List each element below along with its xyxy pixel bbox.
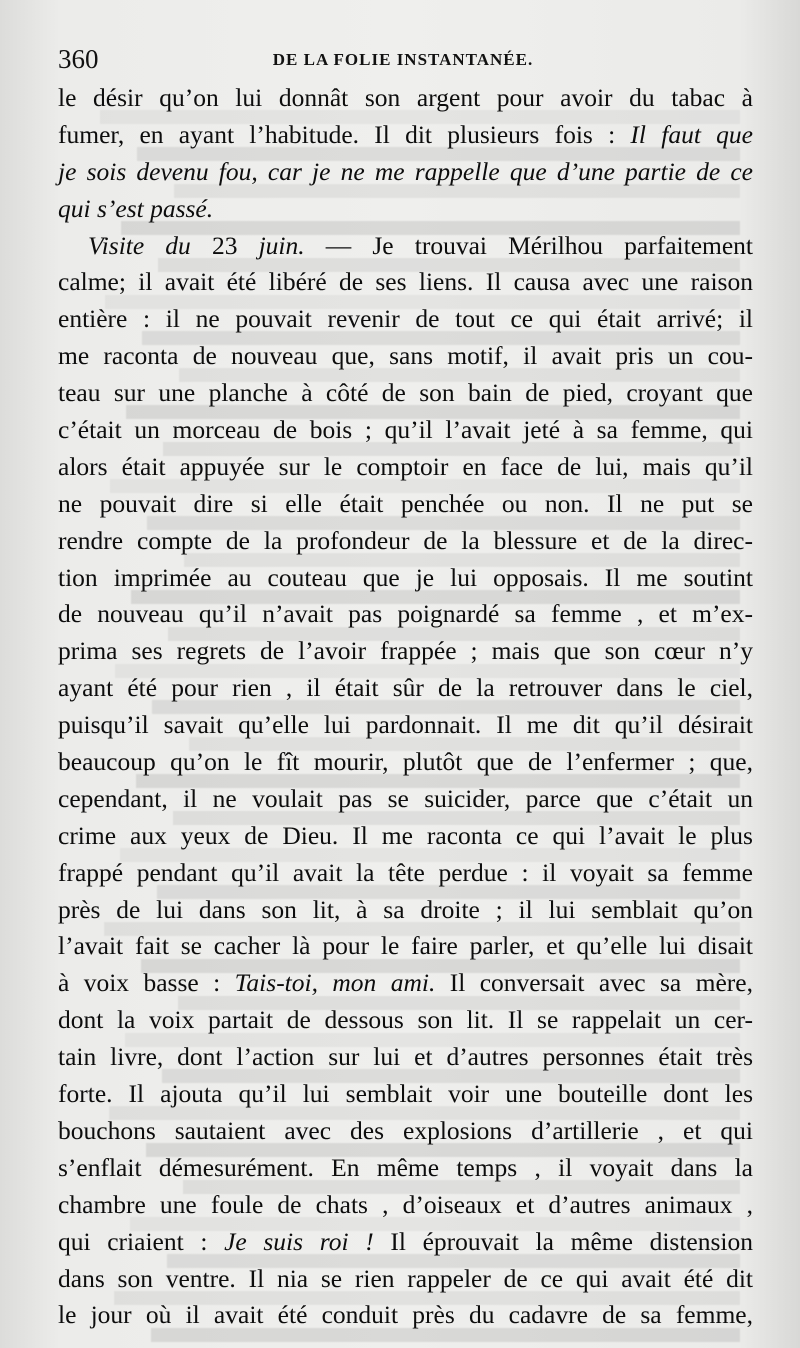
text-run: s’enflait démesurément. En même temps , il voyait dans la [58,1152,753,1182]
text-line [58,1261,753,1298]
text-line [58,855,753,892]
text-run: à voix basse : [58,968,235,998]
text-run: chambre une foule de chats , d’oiseaux et d’autres animaux , [58,1189,753,1219]
text-line [58,338,753,375]
text-run: tain livre, dont l’action sur lui et d’autres personnes était très [58,1042,753,1072]
text-run: me raconta de nouveau que, sans motif, il avait pris un cou- [58,341,753,371]
text-line [58,633,753,670]
text-run: — Je trouvai Mérilhou parfaitement [304,230,753,260]
text-run: forte. Il ajouta qu’il lui semblait voir une bouteille dont les [58,1079,753,1109]
text-line [58,1002,753,1039]
text-run: frappé pendant qu’il avait la tête perdue : il voyait sa femme [58,857,753,887]
text-run: entière : il ne pouvait revenir de tout ce qui était arrivé; il [58,304,753,334]
text-line [58,1039,753,1076]
text-line [58,965,753,1002]
text-run: alors était appuyée sur le comptoir en face de lui, mais qu’il [58,451,753,481]
text-line [58,781,753,818]
text-run: crime aux yeux de Dieu. Il me raconta ce qui l’avait le plus [58,820,753,850]
text-line [58,191,753,228]
text-run: prima ses regrets de l’avoir frappée ; mais que son cœur n’y [58,636,753,666]
text-line [58,892,753,929]
text-run: Il éprouvait la même distension [373,1226,753,1256]
page-number: 360 [58,44,99,74]
italic-text: je sois devenu fou, car je ne me rappelle que d’une partie de ce [58,156,753,186]
text-run: dont la voix partait de dessous son lit. Il se rappelait un cer- [58,1005,753,1035]
text-line [58,1076,753,1113]
text-run: fumer, en ayant l’habitude. Il dit plusieurs fois : [58,119,631,149]
text-line [58,670,753,707]
text-run: rendre compte de la profondeur de la blessure et de la direc- [58,525,753,555]
text-line [58,707,753,744]
text-line [58,264,753,301]
italic-text: Visite du [88,230,191,260]
text-run: le désir qu’on lui donnât son argent pour avoir du tabac à [58,83,753,112]
text-line [58,560,753,597]
text-run: ayant été pour rien , il était sûr de la retrouver dans le ciel, [58,673,753,703]
text-line [58,818,753,855]
text-line [58,1113,753,1150]
text-run: beaucoup qu’on le fît mourir, plutôt que de l’enfermer ; que, [58,747,753,777]
text-run: qui criaient : [58,1226,225,1256]
text-run: cependant, il ne voulait pas se suicider, parce que c’était un [58,783,753,813]
text-line [58,154,753,191]
text-run: calme; il avait été libéré de ses liens. Il causa avec une raison [58,267,753,297]
text-line [58,449,753,486]
text-line [58,1297,753,1334]
italic-text: Tais-toi, mon ami. [234,968,436,998]
text-line [58,1224,753,1261]
text-run: l’avait fait se cacher là pour le faire parler, et qu’elle lui disait [58,931,753,961]
text-run: puisqu’il savait qu’elle lui pardonnait. Il me dit qu’il désirait [58,710,753,740]
italic-text: Il faut que [630,119,753,149]
text-run: le jour où il avait été conduit près du cadavre de sa femme, [58,1300,753,1330]
page-header [58,44,748,74]
text-run: tion imprimée au couteau que je lui opposais. Il me soutint [58,562,753,592]
body-text [58,80,753,1334]
text-line [58,228,753,265]
text-run: ne pouvait dire si elle était penchée ou non. Il ne put se [58,488,753,518]
text-run: 23 [190,230,259,260]
text-line [58,1187,753,1224]
italic-text: Je suis roi ! [224,1226,374,1256]
text-run: de nouveau qu’il n’avait pas poignardé sa femme , et m’ex- [58,599,753,629]
text-line [58,301,753,338]
italic-text: qui s’est passé. [58,193,214,223]
text-run: bouchons sautaient avec des explosions d’artillerie , et qui [58,1115,753,1145]
italic-text: juin. [258,230,305,260]
text-line [58,486,753,523]
text-run: dans son ventre. Il nia se rien rappeler de ce qui avait été dit [58,1263,753,1293]
text-line [58,928,753,965]
text-line [58,596,753,633]
text-line [58,375,753,412]
text-line [58,117,753,154]
text-line [58,412,753,449]
text-line [58,523,753,560]
text-run: près de lui dans son lit, à sa droite ; il lui semblait qu’on [58,894,753,924]
text-run: Il conversait avec sa mère, [435,968,753,998]
running-head: DE LA FOLIE INSTANTANÉE. [272,50,534,69]
text-line [58,744,753,781]
text-run: teau sur une planche à côté de son bain de pied, croyant que [58,378,753,408]
text-line [58,80,753,117]
text-line [58,1150,753,1187]
text-run: c’était un morceau de bois ; qu’il l’avait jeté à sa femme, qui [58,415,753,445]
